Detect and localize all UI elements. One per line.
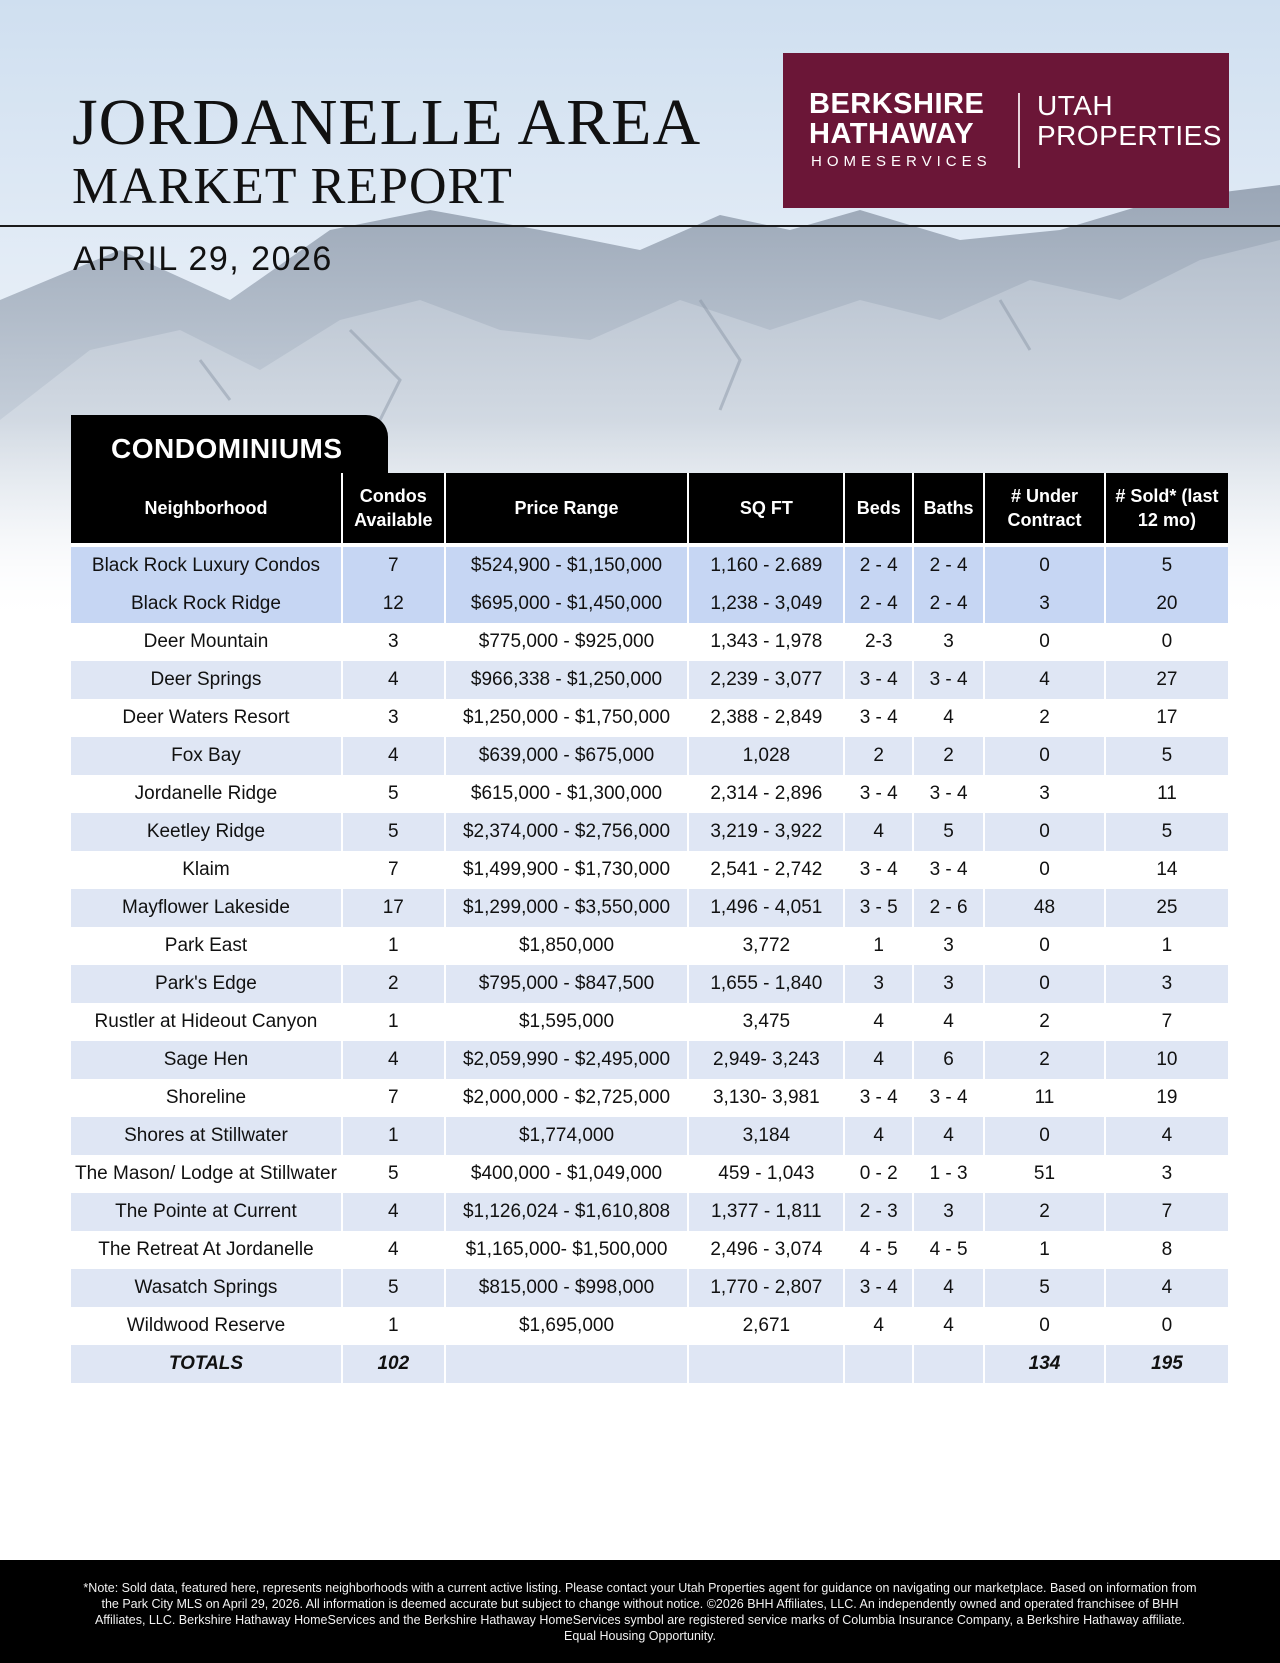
table-row: [71, 1307, 1228, 1345]
cell-baths: 1 - 3: [914, 1155, 985, 1193]
cell-condos-available: 7: [343, 851, 446, 889]
cell-beds: 3 - 4: [845, 1079, 914, 1117]
report-date: APRIL 29, 2026: [73, 240, 333, 278]
cell-sold: 17: [1106, 699, 1228, 737]
table-row: [71, 1003, 1228, 1041]
cell-baths: 4: [914, 1307, 985, 1345]
cell-price-range: $795,000 - $847,500: [446, 965, 690, 1003]
cell-sold: 7: [1106, 1003, 1228, 1041]
cell-price-range: $615,000 - $1,300,000: [446, 775, 690, 813]
totals-cell-neighborhood: TOTALS: [71, 1345, 343, 1383]
cell-baths: 3: [914, 1193, 985, 1231]
cell-sold: 0: [1106, 1307, 1228, 1345]
table-row: [71, 775, 1228, 813]
cell-baths: 3 - 4: [914, 661, 985, 699]
cell-price-range: $400,000 - $1,049,000: [446, 1155, 690, 1193]
section-tab: [71, 415, 388, 475]
cell-sq-ft: 3,219 - 3,922: [689, 813, 845, 851]
cell-price-range: $775,000 - $925,000: [446, 623, 690, 661]
cell-neighborhood: Black Rock Ridge: [71, 585, 343, 623]
cell-price-range: $639,000 - $675,000: [446, 737, 690, 775]
cell-price-range: $966,338 - $1,250,000: [446, 661, 690, 699]
cell-neighborhood: The Mason/ Lodge at Stillwater: [71, 1155, 343, 1193]
cell-price-range: $1,499,900 - $1,730,000: [446, 851, 690, 889]
cell-sold: 5: [1106, 547, 1228, 585]
totals-row: [71, 1345, 1228, 1383]
table-row: [71, 1117, 1228, 1155]
cell-neighborhood: Jordanelle Ridge: [71, 775, 343, 813]
column-header-sq-ft: SQ FT: [689, 473, 845, 543]
cell-baths: 3: [914, 965, 985, 1003]
cell-sold: 10: [1106, 1041, 1228, 1079]
cell-sold: 19: [1106, 1079, 1228, 1117]
cell-neighborhood: Park East: [71, 927, 343, 965]
cell-beds: 0 - 2: [845, 1155, 914, 1193]
cell-neighborhood: Shoreline: [71, 1079, 343, 1117]
cell-sold: 5: [1106, 737, 1228, 775]
cell-baths: 3: [914, 927, 985, 965]
cell-under-contract: 0: [985, 737, 1106, 775]
cell-beds: 2 - 4: [845, 585, 914, 623]
title-divider: [0, 225, 1280, 227]
cell-price-range: $524,900 - $1,150,000: [446, 547, 690, 585]
cell-neighborhood: The Retreat At Jordanelle: [71, 1231, 343, 1269]
cell-sold: 0: [1106, 623, 1228, 661]
cell-condos-available: 7: [343, 1079, 446, 1117]
cell-sq-ft: 459 - 1,043: [689, 1155, 845, 1193]
cell-condos-available: 5: [343, 1155, 446, 1193]
cell-price-range: $1,299,000 - $3,550,000: [446, 889, 690, 927]
cell-under-contract: 0: [985, 813, 1106, 851]
cell-sq-ft: 1,377 - 1,811: [689, 1193, 845, 1231]
cell-under-contract: 0: [985, 623, 1106, 661]
cell-sq-ft: 1,238 - 3,049: [689, 585, 845, 623]
totals-cell-sold: 195: [1106, 1345, 1228, 1383]
column-header-under-contract: # Under Contract: [985, 473, 1106, 543]
cell-baths: 6: [914, 1041, 985, 1079]
table-row: [71, 889, 1228, 927]
table-row: [71, 813, 1228, 851]
cell-condos-available: 1: [343, 1117, 446, 1155]
cell-baths: 4: [914, 1269, 985, 1307]
cell-condos-available: 4: [343, 661, 446, 699]
cell-neighborhood: Mayflower Lakeside: [71, 889, 343, 927]
cell-sq-ft: 3,184: [689, 1117, 845, 1155]
cell-baths: 5: [914, 813, 985, 851]
cell-under-contract: 0: [985, 1307, 1106, 1345]
table-header-row: [71, 473, 1228, 543]
footer-disclaimer: *Note: Sold data, featured here, represents neighborhoods with a current active listing. Please contact your Utah Properties agent for guidance on navigating our marketplace. Based on information from the Park City MLS on April 29, 2026. All information is deemed accurate but subject to change without notice. ©2026 BHH Affiliates, LLC. An independently owned and operated franchisee of BHH Affiliates, LLC. Berkshire Hathaway HomeServices and the Berkshire Hathaway HomeServices symbol are registered service marks of Columbia Insurance Company, a Berkshire Hathaway affiliate. Equal Housing Opportunity.: [83, 1581, 1197, 1643]
totals-cell-baths: [914, 1345, 985, 1383]
table-row: [71, 1079, 1228, 1117]
cell-condos-available: 3: [343, 699, 446, 737]
cell-neighborhood: Deer Waters Resort: [71, 699, 343, 737]
cell-sq-ft: 2,239 - 3,077: [689, 661, 845, 699]
cell-neighborhood: The Pointe at Current: [71, 1193, 343, 1231]
cell-neighborhood: Fox Bay: [71, 737, 343, 775]
cell-sq-ft: 2,496 - 3,074: [689, 1231, 845, 1269]
cell-condos-available: 17: [343, 889, 446, 927]
cell-sold: 3: [1106, 965, 1228, 1003]
cell-price-range: $1,774,000: [446, 1117, 690, 1155]
cell-beds: 4: [845, 1003, 914, 1041]
page-title: [72, 88, 701, 216]
totals-cell-beds: [845, 1345, 914, 1383]
cell-price-range: $1,250,000 - $1,750,000: [446, 699, 690, 737]
cell-beds: 4: [845, 1117, 914, 1155]
cell-under-contract: 1: [985, 1231, 1106, 1269]
column-header-sold: # Sold* (last 12 mo): [1106, 473, 1228, 543]
cell-sq-ft: 2,671: [689, 1307, 845, 1345]
totals-cell-sq-ft: [689, 1345, 845, 1383]
cell-sq-ft: 1,496 - 4,051: [689, 889, 845, 927]
cell-sold: 7: [1106, 1193, 1228, 1231]
cell-baths: 3 - 4: [914, 775, 985, 813]
cell-beds: 2 - 4: [845, 547, 914, 585]
table-row: [71, 623, 1228, 661]
cell-condos-available: 4: [343, 1041, 446, 1079]
cell-sold: 4: [1106, 1269, 1228, 1307]
cell-sold: 8: [1106, 1231, 1228, 1269]
cell-baths: 2 - 6: [914, 889, 985, 927]
cell-beds: 3 - 4: [845, 851, 914, 889]
cell-baths: 4 - 5: [914, 1231, 985, 1269]
table-row: [71, 547, 1228, 585]
cell-sq-ft: 1,770 - 2,807: [689, 1269, 845, 1307]
cell-condos-available: 1: [343, 927, 446, 965]
cell-baths: 2: [914, 737, 985, 775]
table-row: [71, 1041, 1228, 1079]
cell-sold: 27: [1106, 661, 1228, 699]
cell-baths: 2 - 4: [914, 547, 985, 585]
cell-condos-available: 1: [343, 1003, 446, 1041]
table-row: [71, 737, 1228, 775]
table-row: [71, 1269, 1228, 1307]
cell-sold: 1: [1106, 927, 1228, 965]
table-body: [71, 543, 1228, 1383]
cell-neighborhood: Sage Hen: [71, 1041, 343, 1079]
cell-sq-ft: 2,388 - 2,849: [689, 699, 845, 737]
cell-price-range: $1,695,000: [446, 1307, 690, 1345]
section-title: CONDOMINIUMS: [111, 433, 343, 464]
cell-sq-ft: 1,028: [689, 737, 845, 775]
cell-baths: 3 - 4: [914, 851, 985, 889]
cell-under-contract: 0: [985, 851, 1106, 889]
cell-price-range: $1,595,000: [446, 1003, 690, 1041]
cell-price-range: $1,165,000- $1,500,000: [446, 1231, 690, 1269]
table-row: [71, 851, 1228, 889]
cell-neighborhood: Shores at Stillwater: [71, 1117, 343, 1155]
cell-under-contract: 2: [985, 1193, 1106, 1231]
cell-price-range: $815,000 - $998,000: [446, 1269, 690, 1307]
cell-baths: 3: [914, 623, 985, 661]
cell-sold: 11: [1106, 775, 1228, 813]
table-row: [71, 927, 1228, 965]
cell-condos-available: 4: [343, 1193, 446, 1231]
cell-under-contract: 11: [985, 1079, 1106, 1117]
brand-name-line-3: HOMESERVICES: [811, 153, 992, 170]
cell-sold: 25: [1106, 889, 1228, 927]
cell-price-range: $695,000 - $1,450,000: [446, 585, 690, 623]
cell-beds: 4 - 5: [845, 1231, 914, 1269]
cell-neighborhood: Park's Edge: [71, 965, 343, 1003]
table-row: [71, 1193, 1228, 1231]
cell-condos-available: 1: [343, 1307, 446, 1345]
cell-beds: 3 - 4: [845, 661, 914, 699]
cell-under-contract: 2: [985, 699, 1106, 737]
column-header-beds: Beds: [845, 473, 914, 543]
cell-price-range: $2,000,000 - $2,725,000: [446, 1079, 690, 1117]
cell-price-range: $1,850,000: [446, 927, 690, 965]
cell-under-contract: 5: [985, 1269, 1106, 1307]
cell-sq-ft: 2,314 - 2,896: [689, 775, 845, 813]
footer: [0, 1560, 1280, 1663]
cell-price-range: $2,059,990 - $2,495,000: [446, 1041, 690, 1079]
cell-sq-ft: 1,160 - 2.689: [689, 547, 845, 585]
cell-under-contract: 48: [985, 889, 1106, 927]
column-header-neighborhood: Neighborhood: [71, 473, 343, 543]
cell-beds: 3: [845, 965, 914, 1003]
totals-cell-price-range: [446, 1345, 690, 1383]
cell-under-contract: 0: [985, 927, 1106, 965]
cell-price-range: $1,126,024 - $1,610,808: [446, 1193, 690, 1231]
cell-beds: 2-3: [845, 623, 914, 661]
brand-logo: [783, 53, 1229, 208]
cell-price-range: $2,374,000 - $2,756,000: [446, 813, 690, 851]
cell-beds: 2 - 3: [845, 1193, 914, 1231]
cell-beds: 2: [845, 737, 914, 775]
cell-under-contract: 0: [985, 1117, 1106, 1155]
brand-region-line-1: UTAH: [1037, 90, 1114, 121]
cell-baths: 4: [914, 1003, 985, 1041]
cell-sq-ft: 2,949- 3,243: [689, 1041, 845, 1079]
table-row: [71, 585, 1228, 623]
cell-condos-available: 4: [343, 1231, 446, 1269]
cell-neighborhood: Wasatch Springs: [71, 1269, 343, 1307]
cell-baths: 4: [914, 1117, 985, 1155]
cell-baths: 4: [914, 699, 985, 737]
cell-under-contract: 51: [985, 1155, 1106, 1193]
cell-sq-ft: 3,475: [689, 1003, 845, 1041]
table-row: [71, 699, 1228, 737]
totals-cell-condos-available: 102: [343, 1345, 446, 1383]
cell-neighborhood: Wildwood Reserve: [71, 1307, 343, 1345]
cell-neighborhood: Rustler at Hideout Canyon: [71, 1003, 343, 1041]
totals-cell-under-contract: 134: [985, 1345, 1106, 1383]
cell-condos-available: 2: [343, 965, 446, 1003]
cell-sold: 4: [1106, 1117, 1228, 1155]
table-row: [71, 965, 1228, 1003]
cell-under-contract: 0: [985, 547, 1106, 585]
cell-sq-ft: 3,130- 3,981: [689, 1079, 845, 1117]
cell-under-contract: 2: [985, 1003, 1106, 1041]
cell-under-contract: 3: [985, 585, 1106, 623]
cell-condos-available: 3: [343, 623, 446, 661]
cell-under-contract: 2: [985, 1041, 1106, 1079]
cell-neighborhood: Black Rock Luxury Condos: [71, 547, 343, 585]
column-header-baths: Baths: [914, 473, 985, 543]
cell-neighborhood: Keetley Ridge: [71, 813, 343, 851]
table-row: [71, 1231, 1228, 1269]
cell-neighborhood: Deer Mountain: [71, 623, 343, 661]
condominiums-table: [71, 473, 1228, 1383]
brand-divider: [1018, 93, 1020, 168]
cell-condos-available: 5: [343, 1269, 446, 1307]
brand-name-line-1: BERKSHIRE: [809, 88, 985, 120]
cell-sq-ft: 1,655 - 1,840: [689, 965, 845, 1003]
column-header-price-range: Price Range: [446, 473, 690, 543]
cell-beds: 3 - 4: [845, 1269, 914, 1307]
cell-condos-available: 5: [343, 813, 446, 851]
cell-beds: 3 - 4: [845, 699, 914, 737]
cell-sold: 3: [1106, 1155, 1228, 1193]
cell-under-contract: 0: [985, 965, 1106, 1003]
cell-beds: 4: [845, 1041, 914, 1079]
cell-beds: 1: [845, 927, 914, 965]
title-line-2: MARKET REPORT: [72, 158, 513, 215]
cell-sq-ft: 1,343 - 1,978: [689, 623, 845, 661]
cell-under-contract: 3: [985, 775, 1106, 813]
cell-baths: 2 - 4: [914, 585, 985, 623]
cell-condos-available: 5: [343, 775, 446, 813]
table-row: [71, 661, 1228, 699]
cell-sold: 14: [1106, 851, 1228, 889]
cell-beds: 3 - 5: [845, 889, 914, 927]
cell-sold: 20: [1106, 585, 1228, 623]
cell-sq-ft: 2,541 - 2,742: [689, 851, 845, 889]
cell-sold: 5: [1106, 813, 1228, 851]
cell-condos-available: 7: [343, 547, 446, 585]
cell-beds: 4: [845, 813, 914, 851]
cell-neighborhood: Klaim: [71, 851, 343, 889]
table-row: [71, 1155, 1228, 1193]
column-header-condos-available: Condos Available: [343, 473, 446, 543]
brand-name-line-2: HATHAWAY: [809, 118, 975, 150]
cell-sq-ft: 3,772: [689, 927, 845, 965]
cell-baths: 3 - 4: [914, 1079, 985, 1117]
cell-beds: 3 - 4: [845, 775, 914, 813]
cell-under-contract: 4: [985, 661, 1106, 699]
cell-condos-available: 4: [343, 737, 446, 775]
cell-neighborhood: Deer Springs: [71, 661, 343, 699]
cell-beds: 4: [845, 1307, 914, 1345]
title-line-1: JORDANELLE AREA: [72, 86, 702, 159]
brand-region-line-2: PROPERTIES: [1037, 120, 1222, 151]
cell-condos-available: 12: [343, 585, 446, 623]
